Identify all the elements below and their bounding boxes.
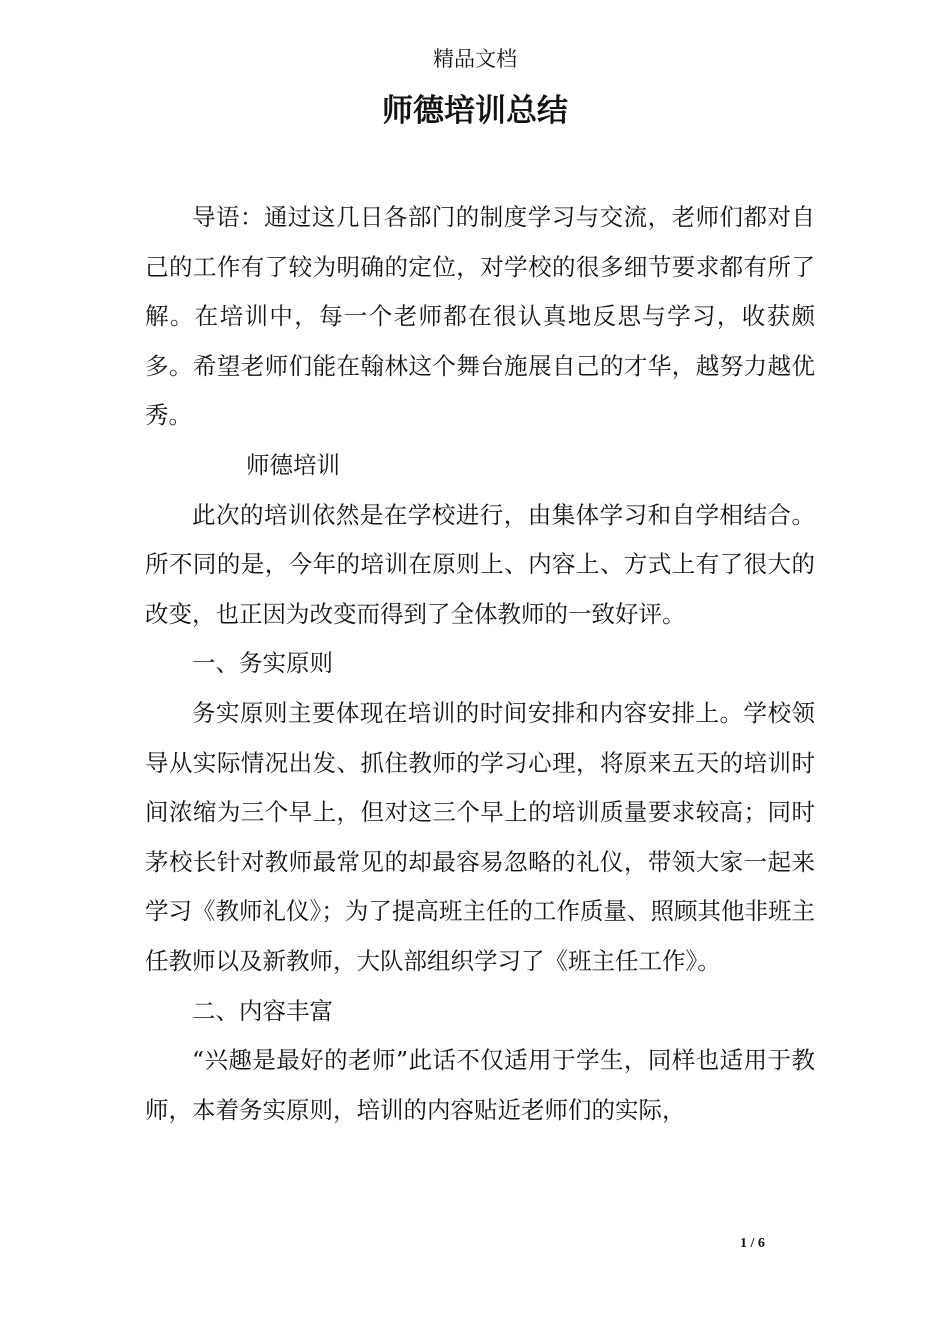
section-heading: 师德培训 [246,450,341,479]
document-header: 精品文档 [433,47,517,71]
section-heading: 一、务实原则 [192,649,333,678]
body-paragraph: “兴趣是最好的老师”此话不仅适用于学生，同样也适用于教师，本着务实原则，培训的内容贴近老师们的实际， [145,1046,815,1124]
document-body [145,193,815,1135]
body-paragraph: 此次的培训依然是在学校进行，由集体学习和自学相结合。所不同的是，今年的培训在原则上、内容上、方式上有了很大的改变，也正因为改变而得到了全体教师的一致好评。 [145,500,815,628]
body-paragraph: 务实原则主要体现在培训的时间安排和内容安排上。学校领导从实际情况出发、抓住教师的学习心理，将原来五天的培训时间浓缩为三个早上，但对这三个早上的培训质量要求较高；同时茅校长针对教师最常见的却最容易忽略的礼仪，带领大家一起来学习《教师礼仪》；为了提高班主任的工作质量、照顾其他非班主任教师以及新教师，大队部组织学习了《班主任工作》。 [145,698,815,975]
section-heading: 二、内容丰富 [192,996,333,1025]
page-number: 1 / 6 [740,1236,765,1251]
document-title: 师德培训总结 [382,93,568,129]
intro-paragraph: 导语：通过这几日各部门的制度学习与交流，老师们都对自己的工作有了较为明确的定位，对学校的很多细节要求都有所了解。在培训中，每一个老师都在很认真地反思与学习，收获颇多。希望老师们能在翰林这个舞台施展自己的才华，越努力越优秀。 [145,203,815,430]
